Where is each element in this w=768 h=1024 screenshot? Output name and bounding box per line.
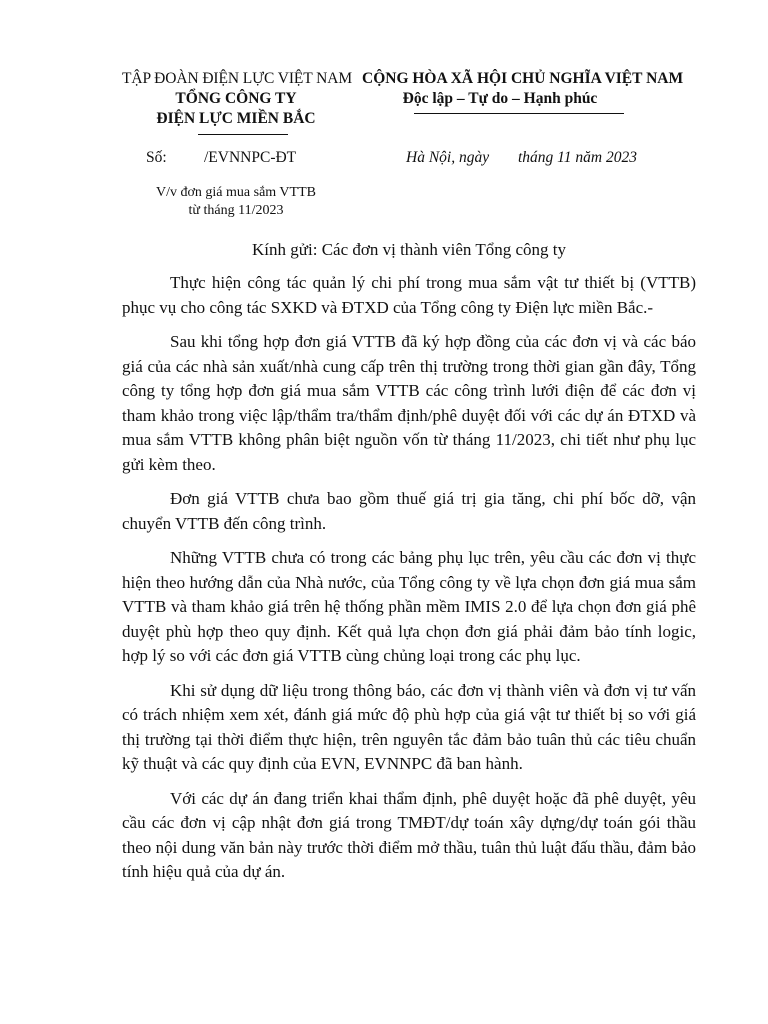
document-number-label: Số: — [146, 149, 167, 166]
org-underline — [198, 134, 288, 135]
national-motto: Độc lập – Tự do – Hạnh phúc — [402, 90, 598, 107]
corporation-name: TỔNG CÔNG TY — [175, 90, 297, 107]
body-paragraph: Với các dự án đang triển khai thẩm định, phê duyệt hoặc đã phê duyệt, yêu cầu các đơn vị cập nhật đơn giá trong TMĐT/dự toán xây dựng/dự toán gói thầu theo nội dung văn bản này trước thời điểm mở thầu, tuân thủ luật đấu thầu, đảm bảo tính hiệu quả của dự án. — [122, 788, 696, 881]
unit-name: ĐIỆN LỰC MIỀN BẮC — [156, 110, 316, 127]
subject-line-1: V/v đơn giá mua sắm VTTB — [156, 185, 316, 200]
body-paragraph: Những VTTB chưa có trong các bảng phụ lục trên, yêu cầu các đơn vị thực hiện theo hướng dẫn của Nhà nước, của Tổng công ty về lựa chọn đơn giá mua sắm VTTB và tham khảo giá trên hệ thống phần mềm IMIS 2.0 để lựa chọn đơn giá phê duyệt phù hợp theo quy định. Kết quả lựa chọn đơn giá phải đảm bảo tính logic, hợp lý so với các đơn giá VTTB cùng chủng loại trong các phụ lục. — [122, 548, 696, 665]
group-name: TẬP ĐOÀN ĐIỆN LỰC VIỆT NAM — [122, 70, 353, 87]
letter-body — [122, 271, 696, 895]
subject-line-2: từ tháng 11/2023 — [188, 203, 284, 218]
place-date-month-year: tháng 11 năm 2023 — [518, 149, 637, 166]
nation-title: CỘNG HÒA XÃ HỘI CHỦ NGHĨA VIỆT NAM — [362, 70, 684, 87]
document-number: /EVNNPC-ĐT — [204, 149, 297, 166]
body-paragraph: Khi sử dụng dữ liệu trong thông báo, các đơn vị thành viên và đơn vị tư vấn có trách nhiệm xem xét, đánh giá mức độ phù hợp của giá vật tư thiết bị so với giá thị trường tại thời điểm thực hiện, trên nguyên tắc đảm bảo tuân thủ các tiêu chuẩn kỹ thuật và các quy định của EVN, EVNNPC đã ban hành. — [122, 680, 696, 773]
body-paragraph: Thực hiện công tác quản lý chi phí trong mua sắm vật tư thiết bị (VTTB) phục vụ cho công tác SXKD và ĐTXD của Tổng công ty Điện lực miền Bắc.- — [122, 273, 696, 317]
motto-underline — [414, 113, 624, 114]
place-date-prefix: Hà Nội, ngày — [406, 149, 490, 166]
salutation: Kính gửi: Các đơn vị thành viên Tổng công ty — [252, 240, 566, 259]
body-paragraph: Sau khi tổng hợp đơn giá VTTB đã ký hợp đồng của các đơn vị và các báo giá của các nhà sản xuất/nhà cung cấp trên thị trường trong thời gian gần đây, Tổng công ty tổng hợp đơn giá mua sắm VTTB các công trình lưới điện để các đơn vị tham khảo trong việc lập/thẩm tra/thẩm định/phê duyệt đối với các dự án ĐTXD và mua sắm VTTB không phân biệt nguồn vốn từ tháng 11/2023, chi tiết như phụ lục gửi kèm theo. — [122, 332, 696, 474]
body-paragraph: Đơn giá VTTB chưa bao gồm thuế giá trị gia tăng, chi phí bốc dỡ, vận chuyển VTTB đến công trình. — [122, 489, 696, 533]
